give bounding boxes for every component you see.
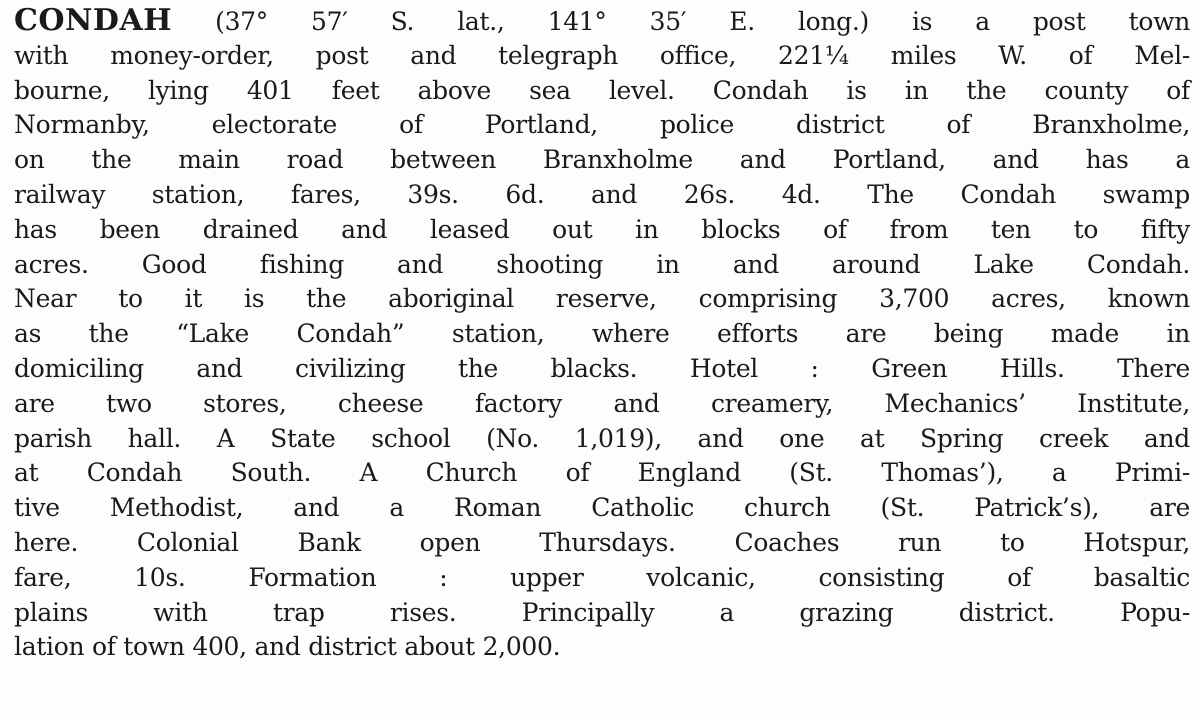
entry-line-9: Near to it is the aboriginal reserve, comprising 3,700 acres, known	[14, 284, 1190, 314]
entry-line-10: as the “Lake Condah” station, where efforts are being made in	[14, 319, 1190, 349]
entry-line-18: plains with trap rises. Principally a grazing district. Popu-	[14, 597, 1190, 627]
entry-line-8: acres. Good fishing and shooting in and around Lake Condah.	[14, 249, 1190, 279]
entry-line-14: at Condah South. A Church of England (St. Thomas’), a Primi-	[14, 458, 1190, 488]
entry-line-11: domiciling and civilizing the blacks. Hotel : Green Hills. There	[14, 353, 1190, 383]
entry-line-16: here. Colonial Bank open Thursdays. Coaches run to Hotspur,	[14, 527, 1190, 557]
entry-line-15: tive Methodist, and a Roman Catholic church (St. Patrick’s), are	[14, 493, 1190, 523]
entry-line-7: has been drained and leased out in blocks of from ten to fifty	[14, 214, 1190, 244]
entry-line-1	[14, 4, 1190, 39]
entry-line-19: lation of town 400, and district about 2,000.	[14, 632, 561, 662]
gazetteer-entry	[14, 4, 1190, 665]
entry-line-17: fare, 10s. Formation : upper volcanic, consisting of basaltic	[14, 562, 1190, 592]
entry-line-5: on the main road between Branxholme and Portland, and has a	[14, 145, 1190, 175]
entry-line-2: with money-order, post and telegraph office, 221¼ miles W. of Mel-	[14, 40, 1190, 70]
entry-line-12: are two stores, cheese factory and creamery, Mechanics’ Institute,	[14, 388, 1190, 418]
entry-line-3: bourne, lying 401 feet above sea level. Condah is in the county of	[14, 75, 1190, 105]
entry-line-4: Normanby, electorate of Portland, police district of Branxholme,	[14, 110, 1190, 140]
entry-headword: CONDAH	[14, 3, 173, 38]
entry-line-1-text: (37° 57′ S. lat., 141° 35′ E. long.) is a post town	[215, 7, 1190, 36]
entry-line-6: railway station, fares, 39s. 6d. and 26s. 4d. The Condah swamp	[14, 179, 1190, 209]
entry-line-13: parish hall. A State school (No. 1,019), and one at Spring creek and	[14, 423, 1190, 453]
